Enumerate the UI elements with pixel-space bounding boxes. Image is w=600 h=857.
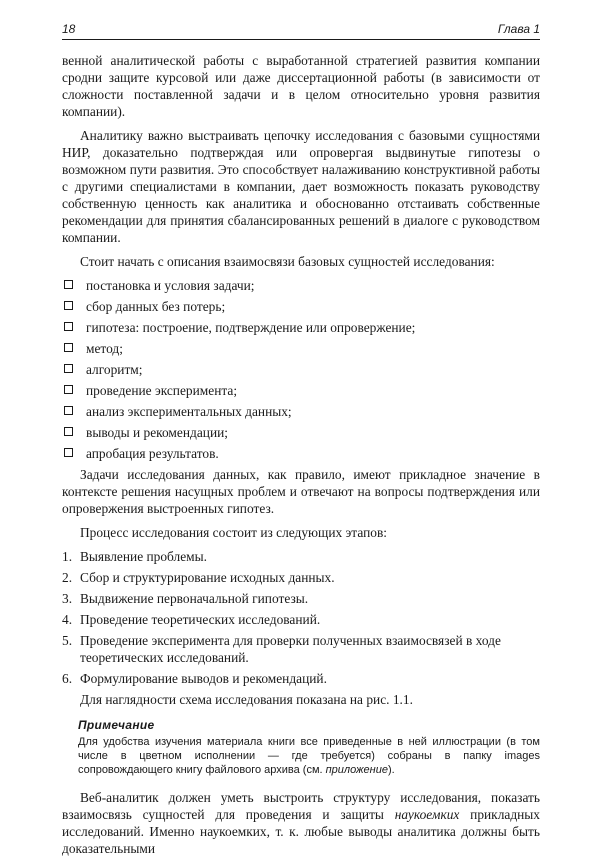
checkbox-bullet-icon — [64, 322, 73, 331]
list-item: апробация результатов. — [62, 445, 540, 462]
step-item: 1. Выявление проблемы. — [62, 549, 207, 564]
process-steps-list — [62, 548, 540, 687]
step-item: 5. Проведение эксперимента для проверки полученных взаимосвязей в ходе теоретических исследований. — [62, 633, 501, 665]
step-item: 4. Проведение теоретических исследований. — [62, 612, 321, 627]
paragraph-entities-intro: Стоит начать с описания взаимосвязи базовых сущностей исследования: — [80, 254, 495, 269]
note-title: Примечание — [78, 718, 155, 732]
checkbox-bullet-icon — [64, 301, 73, 310]
list-item: выводы и рекомендации; — [62, 424, 540, 441]
list-item: сбор данных без потерь; — [62, 298, 540, 315]
paragraph-process-intro: Процесс исследования состоит из следующих этапов: — [80, 525, 387, 540]
paragraph-figure-reference: Для наглядности схема исследования показана на рис. 1.1. — [80, 692, 413, 707]
note-text: Для удобства изучения материала книги все приведенные в ней иллюстрации (в том числе в цветном исполнении — где требуется) собраны в папку images сопровождающего книгу файлового архива (см. приложение). — [78, 736, 540, 776]
paragraph-web-analyst: Веб-аналитик должен уметь выстроить структуру исследования, показать взаимосвязь сущностей для проведения и защиты наукоемких прикладных исследований. Именно наукоемких, т. к. любые выводы аналитика должны быть доказательными — [62, 790, 540, 856]
checkbox-bullet-icon — [64, 385, 73, 394]
checkbox-bullet-icon — [64, 448, 73, 457]
checkbox-bullet-icon — [64, 427, 73, 436]
paragraph-research-tasks: Задачи исследования данных, как правило, имеют прикладное значение в контексте решения насущных проблем и отвечают на вопросы подтверждения или опровержения выстроенных гипотез. — [62, 467, 540, 516]
checkbox-bullet-icon — [64, 406, 73, 415]
step-item: 2. Сбор и структурирование исходных данных. — [62, 570, 335, 585]
checkbox-bullet-icon — [64, 280, 73, 289]
entities-list — [62, 277, 540, 462]
list-item: постановка и условия задачи; — [62, 277, 540, 294]
list-item: проведение эксперимента; — [62, 382, 540, 399]
checkbox-bullet-icon — [64, 343, 73, 352]
paragraph-continuation: венной аналитической работы с выработанной стратегией развития компании сродни защите курсовой или даже диссертационной работы (в зависимости от сложности поставленной задачи и в целом относительно уровня развития компании). — [62, 53, 540, 119]
page-body — [62, 52, 540, 857]
running-header — [62, 22, 540, 40]
step-item: 6. Формулирование выводов и рекомендаций. — [62, 671, 327, 686]
list-item: анализ экспериментальных данных; — [62, 403, 540, 420]
step-item: 3. Выдвижение первоначальной гипотезы. — [62, 591, 309, 606]
checkbox-bullet-icon — [64, 364, 73, 373]
list-item: алгоритм; — [62, 361, 540, 378]
list-item: гипотеза: построение, подтверждение или опровержение; — [62, 319, 540, 336]
book-page — [62, 22, 540, 857]
chapter-title: Глава 1 — [497, 22, 540, 36]
list-item: метод; — [62, 340, 540, 357]
note-block — [78, 718, 540, 777]
page-number: 18 — [62, 22, 76, 36]
paragraph-analyst-chain: Аналитику важно выстраивать цепочку исследования с базовыми сущностями НИР, доказательно подтверждая или опровергая выдвинутые гипотезы о возможном пути развития. Это способствует налаживанию конструктивной работы с другими специалистами в компании, дает возможность показать руководству собственную ценность как аналитика и обоснованно отстаивать собственные рекомендации для принятия сбалансированных решений в диалоге с руководством компании. — [62, 128, 540, 245]
